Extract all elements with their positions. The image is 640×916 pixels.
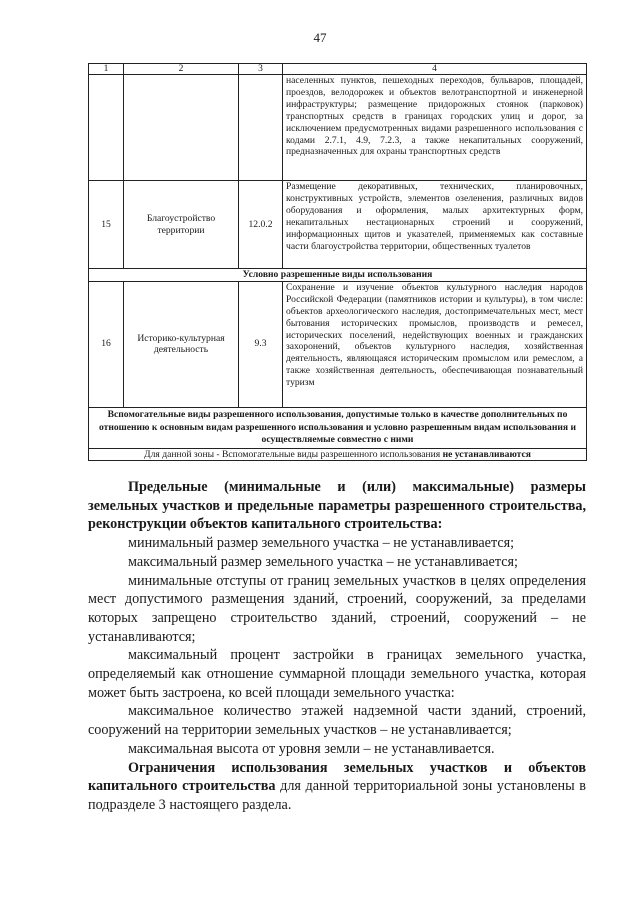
build-percent-paragraph: максимальный процент застройки в границах земельного участка, определяемый как отношение суммарной площади земельного участка, которая может быть застроена, ко всей площади земельного участка:: [88, 647, 586, 701]
col-header-1: 1: [89, 64, 124, 75]
col-header-2: 2: [124, 64, 239, 75]
cell-empty-num: [89, 75, 124, 181]
aux-heading: Вспомогательные виды разрешенного использования, допустимые только в качестве дополнительных по отношению к основным видам разрешенного использования и условно разрешенным видам использования и осуществляемые совместно с ними: [89, 407, 587, 448]
setbacks-paragraph: минимальные отступы от границ земельных участков в целях определения мест допустимого размещения зданий, строений, сооружений, за пределами которых запрещено строительство зданий, строений, сооружений – не устанавливаются;: [88, 572, 586, 645]
row15-description: Размещение декоративных, технических, планировочных, конструктивных устройств, элементов озеленения, различных видов оборудования и оформления, малых архитектурных форм, некапитальных нестационарных строений и сооружений, информационных щитов и указателей, применяемых как составные части благоустройства территории, общественных туалетов: [283, 181, 587, 269]
aux-heading-row: [89, 407, 587, 448]
row15-number: 15: [89, 181, 124, 269]
restrictions-paragraph: [88, 759, 586, 815]
limits-heading: Предельные (минимальные и (или) максимальные) размеры земельных участков и предельные параметры разрешенного строительства, реконструкции объектов капитального строительства:: [88, 479, 586, 533]
cell-empty-name: [124, 75, 239, 181]
section-conditional-row: [89, 269, 587, 282]
land-use-table: [88, 63, 587, 461]
row16-code: 9.3: [239, 281, 283, 407]
table-row-15: [89, 181, 587, 269]
max-area-line: максимальный размер земельного участка – не устанавливается;: [128, 553, 518, 570]
limits-text-block: [88, 478, 586, 815]
col-header-4: 4: [283, 64, 587, 75]
row15-code: 12.0.2: [239, 181, 283, 269]
section-conditional-heading: Условно разрешенные виды использования: [89, 269, 587, 282]
row16-number: 16: [89, 281, 124, 407]
table-row-16: [89, 281, 587, 407]
aux-note-bold: не устанавливаются: [442, 448, 531, 460]
table-row-continuation: [89, 75, 587, 181]
floors-paragraph: максимальное количество этажей надземной части зданий, строений, сооружений на территории земельных участков – не устанавливается;: [88, 703, 586, 739]
height-line: максимальная высота от уровня земли – не устанавливается.: [128, 740, 495, 757]
col-header-3: 3: [239, 64, 283, 75]
aux-note-prefix: Для данной зоны - Вспомогательные виды разрешенного использования: [144, 448, 443, 460]
aux-note-row: [89, 448, 587, 460]
cell-empty-code: [239, 75, 283, 181]
restrictions-bold: Ограничения использования земельных участков и объектов капитального строительства: [88, 759, 586, 795]
page-number: 47: [313, 30, 327, 45]
min-area-line: минимальный размер земельного участка – не устанавливается;: [128, 535, 515, 552]
aux-note: [89, 448, 587, 460]
continuation-description: населенных пунктов, пешеходных переходов, бульваров, площадей, проездов, велодорожек и объектов велотранспортной и инженерной инфраструктуры; размещение придорожных стоянок (парковок) транспортных средств в границах городских улиц и дорог, за исключением предусмотренных видами разрешенного использования с кодами 2.7.1, 4.9, 7.2.3, а также некапитальных сооружений, предназначенных для охраны транспортных средств: [283, 75, 587, 181]
row16-description: Сохранение и изучение объектов культурного наследия народов Российской Федерации (памятников истории и культуры), в том числе: объектов археологического наследия, достопримечательных мест, мест бытования исторических промыслов, производств и ремесел, исторических поселений, недействующих военных и гражданских захоронений, объектов культурного наследия, хозяйственная деятельность, являющаяся историческим промыслом или ремеслом, а также хозяйственная деятельность, обеспечивающая познавательный туризм: [283, 281, 587, 407]
restrictions-rest: для данной территориальной зоны установлены в подразделе 3 настоящего раздела.: [88, 778, 586, 813]
row15-name: Благоустройство территории: [124, 181, 239, 269]
row16-name: Историко-культурная деятельность: [124, 281, 239, 407]
table-header-row: [89, 64, 587, 75]
